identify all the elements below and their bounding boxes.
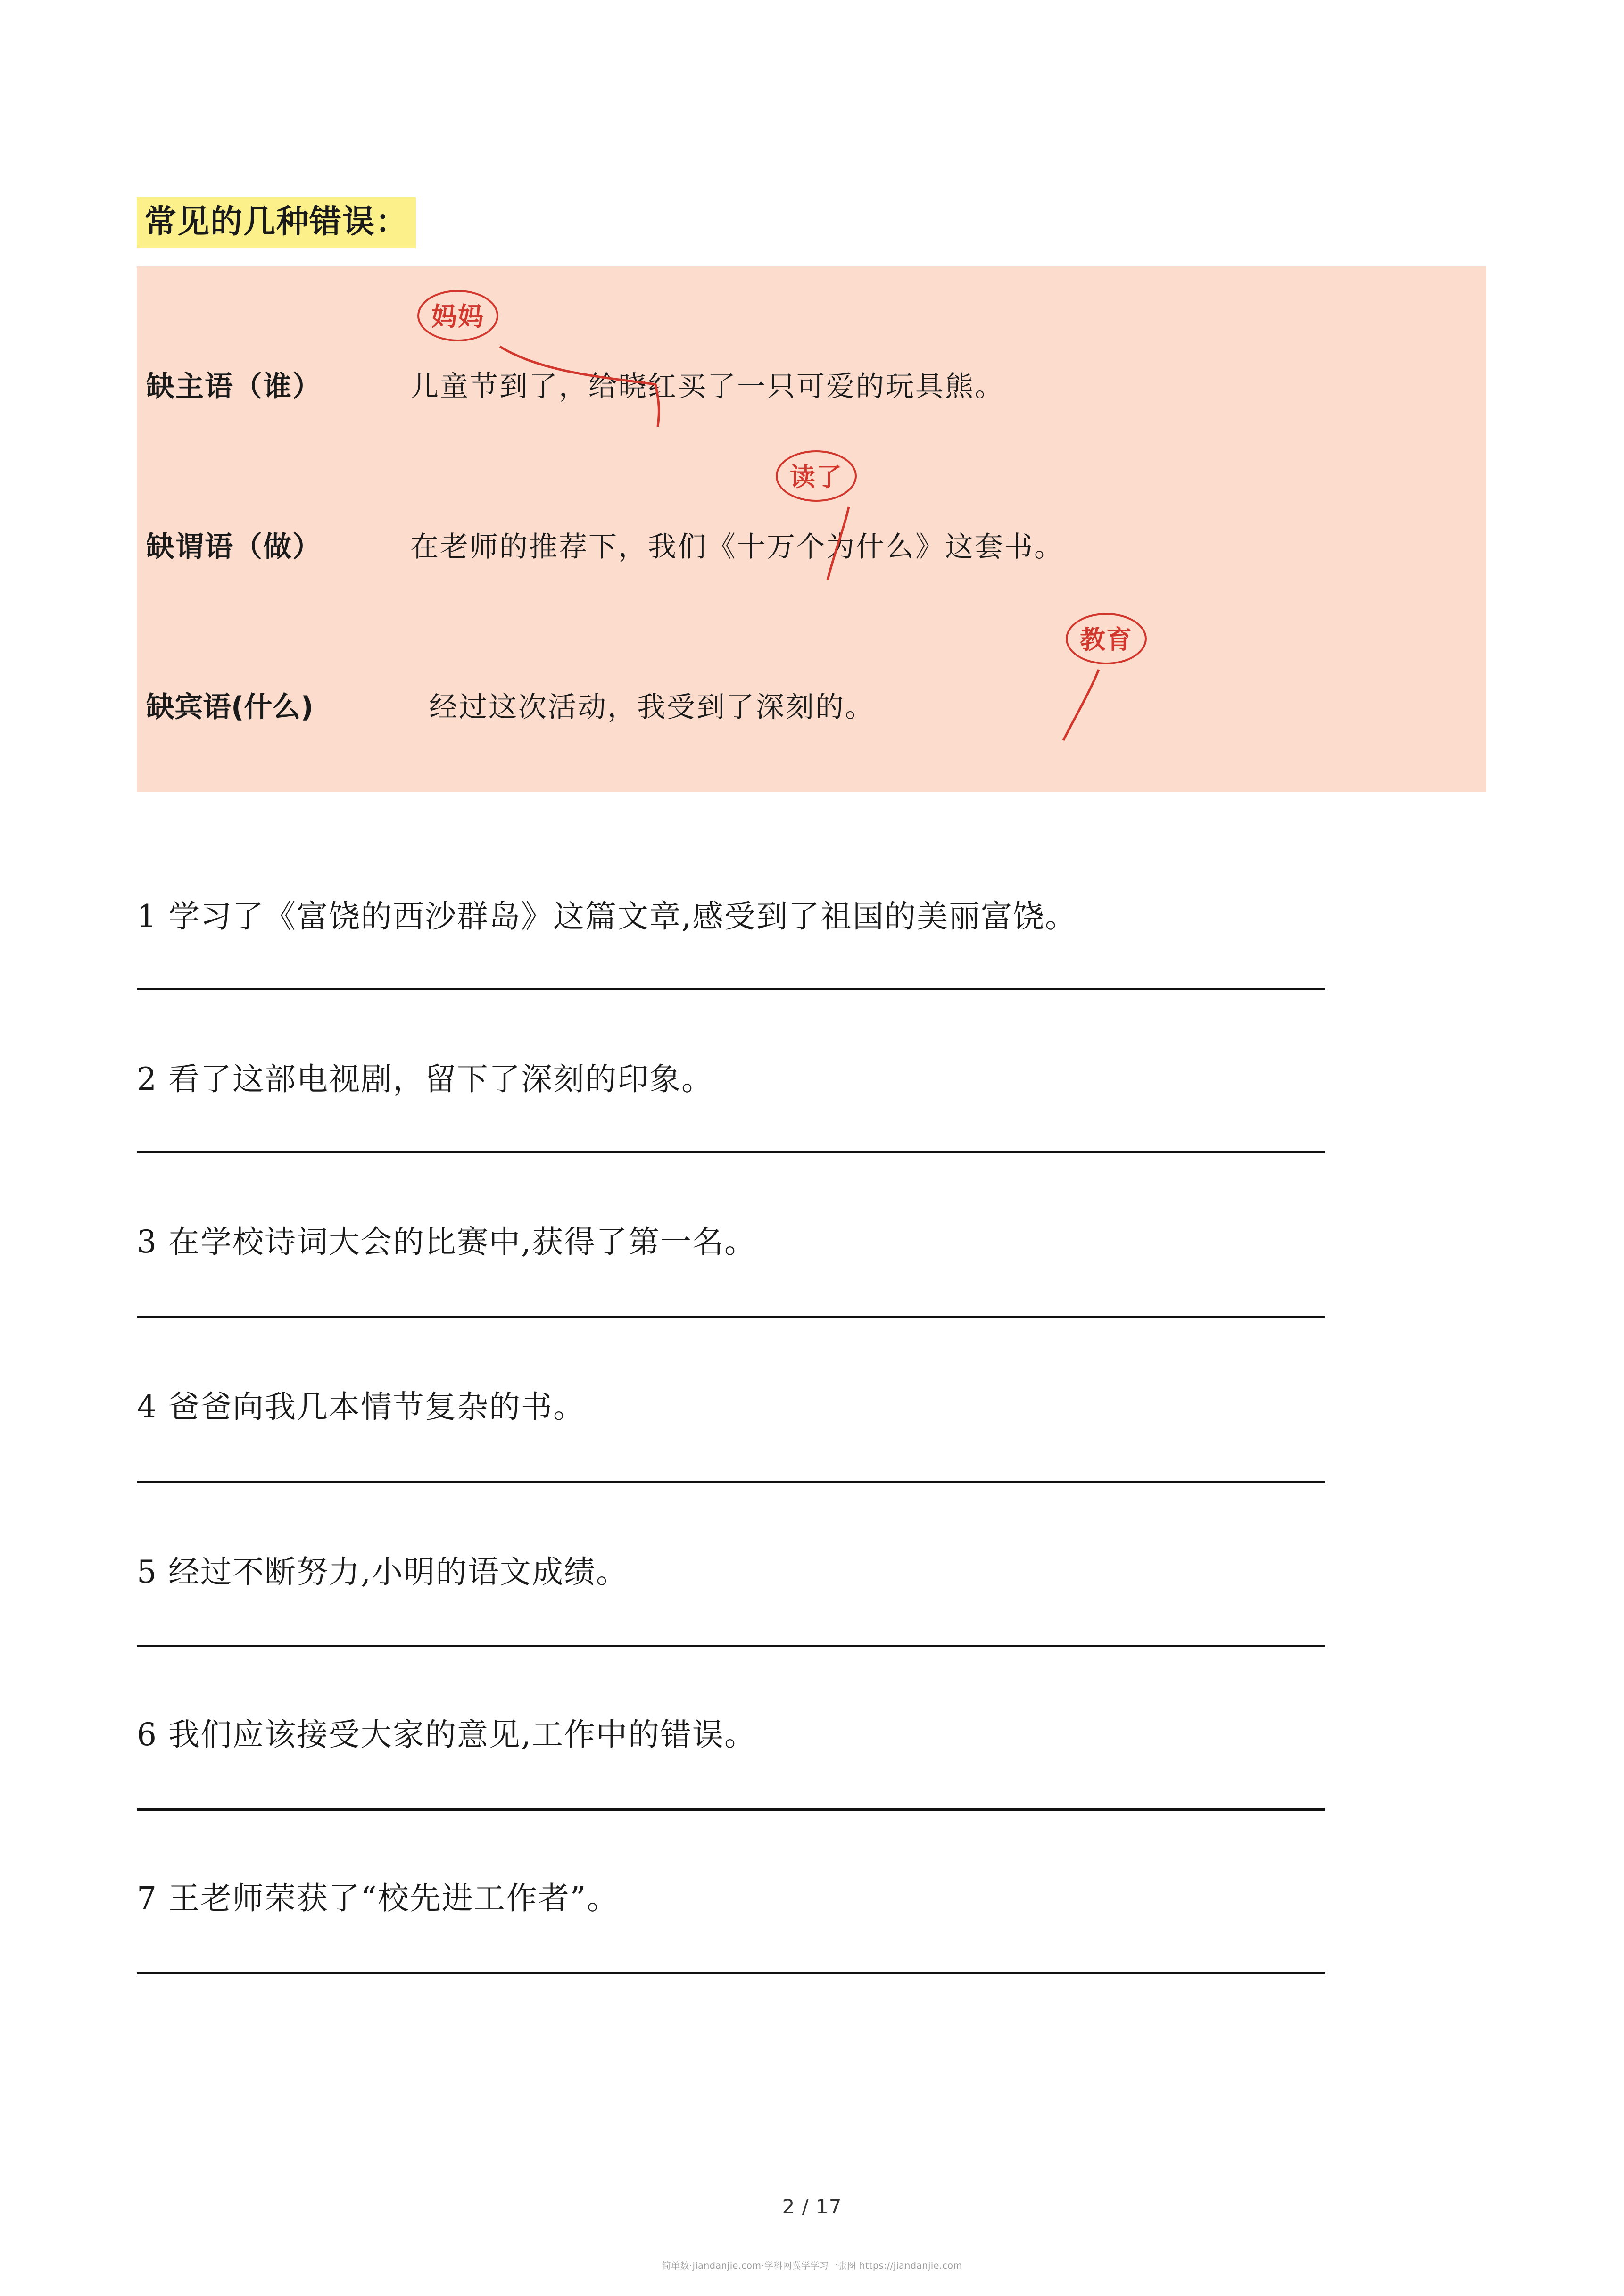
example-box: [137, 266, 1486, 792]
exercise-item: 3 在学校诗词大会的比赛中,获得了第一名。: [137, 1224, 756, 1260]
example-label: 缺谓语（做）: [146, 530, 322, 564]
exercise-item: 1 学习了《富饶的西沙群岛》这篇文章,感受到了祖国的美丽富饶。: [137, 898, 1077, 935]
answer-line[interactable]: [137, 1316, 1325, 1318]
example-row: [137, 521, 1486, 568]
example-sentence: 经过这次活动，我受到了深刻的。: [429, 691, 875, 724]
exercise-item: 7 王老师荣获了“校先进工作者”。: [137, 1880, 619, 1916]
watermark: 简单数·jiandanjie.com·学科网冀学学习一张图 https://jiandanjie.com: [662, 2261, 962, 2271]
example-sentence: 儿童节到了，给晓红买了一只可爱的玩具熊。: [410, 370, 1004, 403]
exercise-item: 6 我们应该接受大家的意见,工作中的错误。: [137, 1716, 756, 1753]
correction-annotation-object: 教育: [1066, 613, 1147, 664]
answer-line[interactable]: [137, 1972, 1325, 1974]
answer-line[interactable]: [137, 1151, 1325, 1153]
answer-line[interactable]: [137, 1645, 1325, 1647]
example-label: 缺宾语(什么): [146, 691, 314, 724]
correction-annotation-predicate: 读了: [776, 450, 857, 502]
example-label: 缺主语（谁）: [146, 370, 322, 403]
correction-annotation-subject: 妈妈: [417, 290, 498, 341]
exercise-item: 4 爸爸向我几本情节复杂的书。: [137, 1389, 585, 1425]
answer-line[interactable]: [137, 988, 1325, 990]
exercise-item: 2 看了这部电视剧，留下了深刻的印象。: [137, 1061, 713, 1097]
page-title: 常见的几种错误：: [137, 197, 416, 248]
example-row: [137, 361, 1486, 408]
answer-line[interactable]: [137, 1481, 1325, 1483]
example-row: [137, 681, 1486, 729]
example-sentence: 在老师的推荐下，我们《十万个为什么》这套书。: [410, 530, 1064, 564]
page-number: 2 / 17: [782, 2195, 842, 2218]
answer-line[interactable]: [137, 1808, 1325, 1811]
exercise-item: 5 经过不断努力,小明的语文成绩。: [137, 1554, 628, 1590]
